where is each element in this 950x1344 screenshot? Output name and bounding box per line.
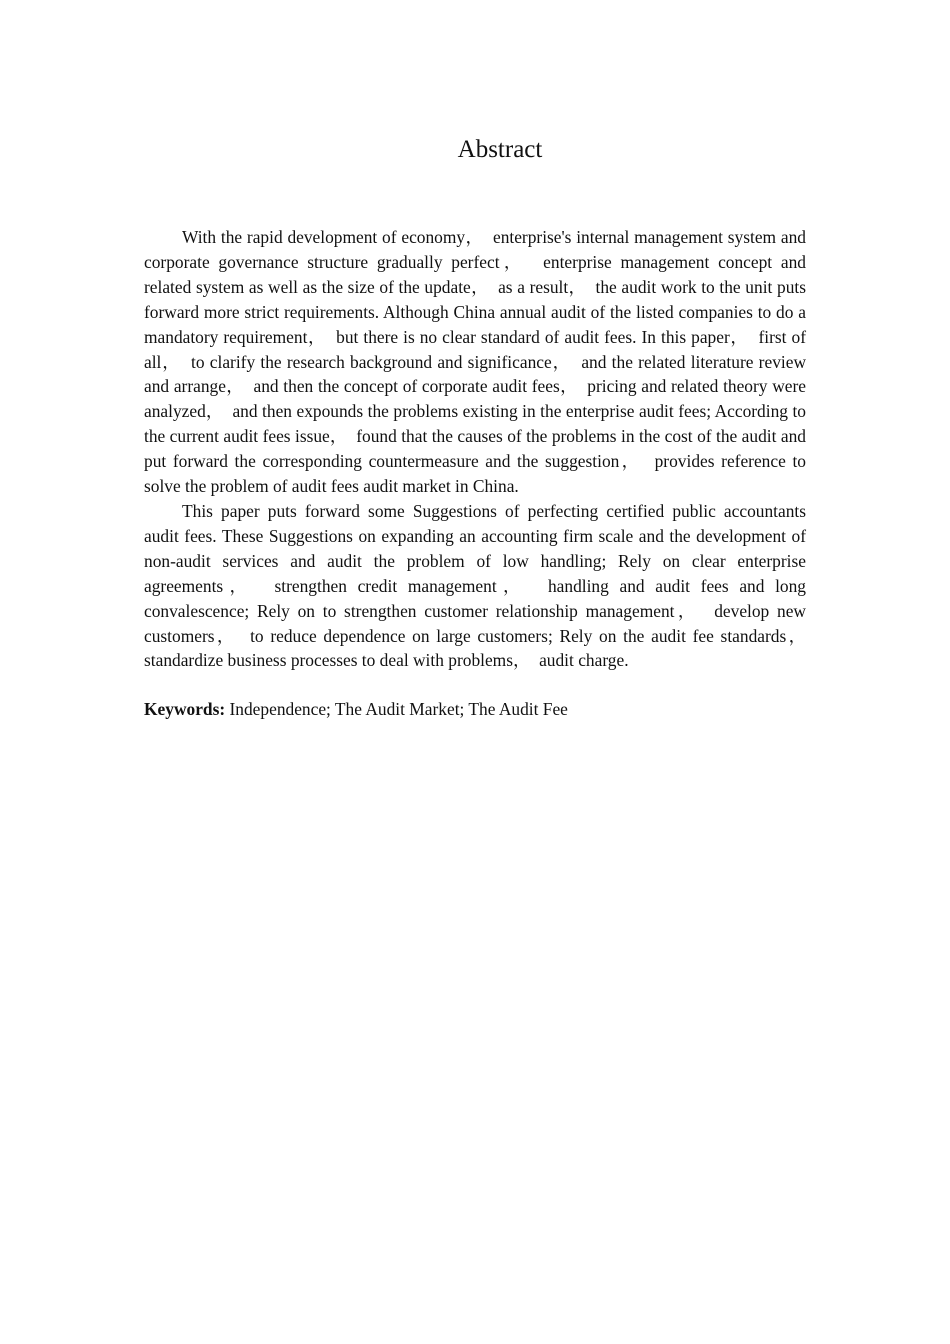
keywords-label: Keywords:	[144, 699, 226, 720]
abstract-paragraph-1: With the rapid development of economy， enterprise's internal management system and corporate governance structure gradually perfect， enterprise management concept and related system as well as the size of the update， as a result， the audit work to the unit puts forward more strict requirements. Although China annual audit of the listed companies to do a mandatory requirement， but there is no clear standard of audit fees. In this paper， first of all， to clarify the research background and significance， and the related literature review and arrange， and then the concept of corporate audit fees， pricing and related theory were analyzed， and then expounds the problems existing in the enterprise audit fees; According to the current audit fees issue， found that the causes of the problems in the cost of the audit and put forward the corresponding countermeasure and the suggestion， provides reference to solve the problem of audit fees audit market in China.	[144, 227, 811, 497]
keywords-line	[144, 697, 806, 722]
abstract-paragraph-2: This paper puts forward some Suggestions of perfecting certified public accountants audit fees. These Suggestions on expanding an accounting firm scale and the development of non-audit services and audit the problem of low handling; Rely on clear enterprise agreements， strengthen credit management， handling and audit fees and long convalescence; Rely on to strengthen customer relationship management， develop new customers， to reduce dependence on large customers; Rely on the audit fee standards， standardize business processes to deal with problems， audit charge.	[144, 500, 815, 671]
keywords-value: Independence; The Audit Market; The Audit Fee	[225, 699, 568, 720]
abstract-title: Abstract	[457, 136, 543, 163]
abstract-body	[144, 225, 815, 722]
